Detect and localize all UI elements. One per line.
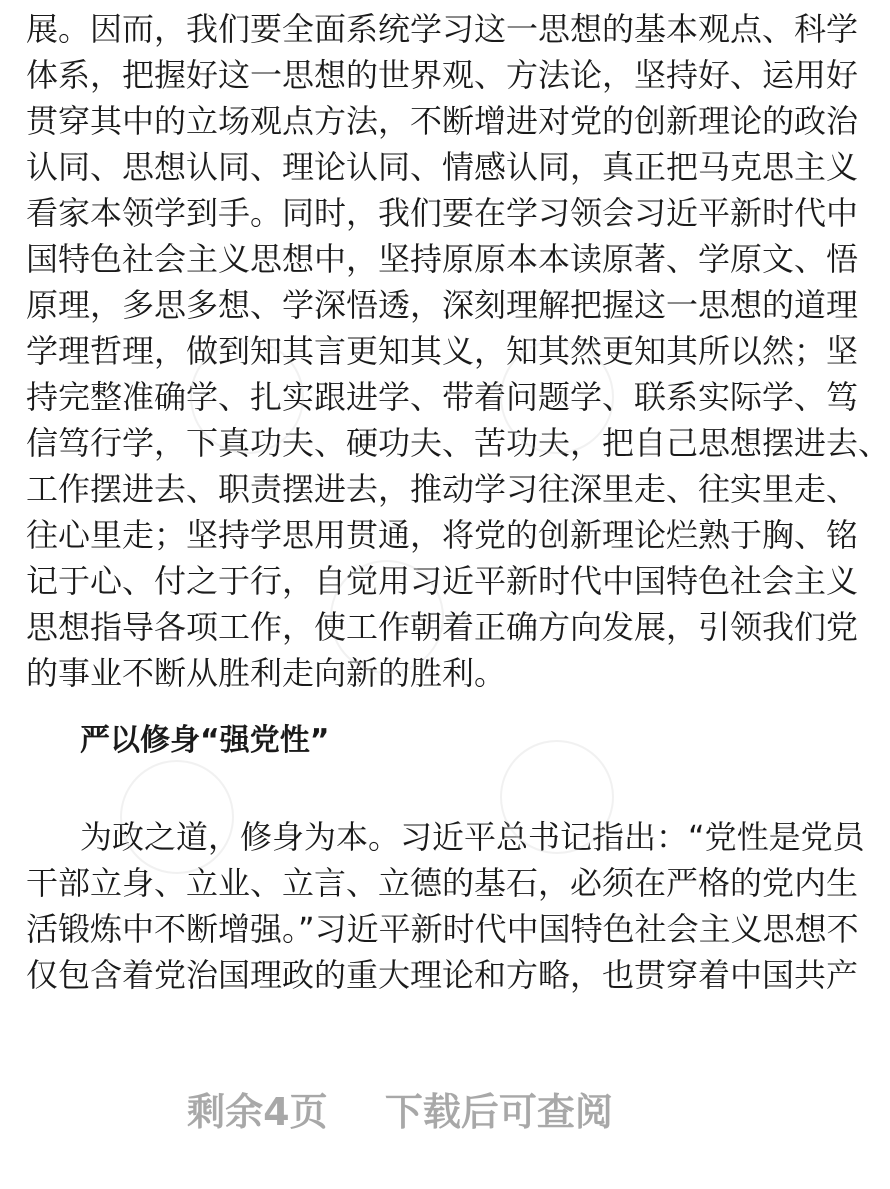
paragraph-line: 的事业不断从胜利走向新的胜利。: [26, 654, 507, 692]
paragraph-line: 信笃行学，下真功夫、硬功夫、苦功夫，把自己思想摆进去、: [26, 424, 890, 462]
paragraph-line: 仅包含着党治国理政的重大理论和方略，也贯穿着中国共产: [26, 956, 859, 994]
paragraph-line: 体系，把握好这一思想的世界观、方法论，坚持好、运用好: [26, 56, 859, 94]
paragraph-line: 往心里走；坚持学思用贯通，将党的创新理论烂熟于胸、铭: [26, 516, 859, 554]
paragraph-line: 看家本领学到手。同时，我们要在学习领会习近平新时代中: [26, 194, 859, 232]
paragraph-line: 展。因而，我们要全面系统学习这一思想的基本观点、科学: [26, 10, 859, 48]
paragraph-line: 工作摆进去、职责摆进去，推动学习往深里走、往实里走、: [26, 470, 859, 508]
paragraph-line: 干部立身、立业、立言、立德的基石，必须在严格的党内生: [26, 864, 859, 902]
paragraph-line: 活锻炼中不断增强。”习近平新时代中国特色社会主义思想不: [26, 910, 859, 948]
paragraph-line: 思想指导各项工作，使工作朝着正确方向发展，引领我们党: [26, 608, 859, 646]
download-banner[interactable]: [0, 1082, 800, 1142]
paragraph-line: 持完整准确学、扎实跟进学、带着问题学、联系实际学、笃: [26, 378, 859, 416]
paragraph-line: 记于心、付之于行，自觉用习近平新时代中国特色社会主义: [26, 562, 859, 600]
remaining-pages-text: 剩余4页: [187, 1090, 328, 1134]
paragraph-line: 贯穿其中的立场观点方法，不断增进对党的创新理论的政治: [26, 102, 859, 140]
paragraph-line: 学理哲理，做到知其言更知其义，知其然更知其所以然；坚: [26, 332, 859, 370]
paragraph-line: 国特色社会主义思想中，坚持原原本本读原著、学原文、悟: [26, 240, 859, 278]
section-heading: 严以修身“强党性”: [80, 723, 330, 758]
paragraph-line: 认同、思想认同、理论认同、情感认同，真正把马克思主义: [26, 148, 859, 186]
download-to-view-text: 下载后可查阅: [384, 1090, 613, 1134]
paragraph-line: 为政之道，修身为本。习近平总书记指出：“党性是党员: [80, 818, 865, 856]
paragraph-line: 原理，多思多想、学深悟透，深刻理解把握这一思想的道理: [26, 286, 859, 324]
